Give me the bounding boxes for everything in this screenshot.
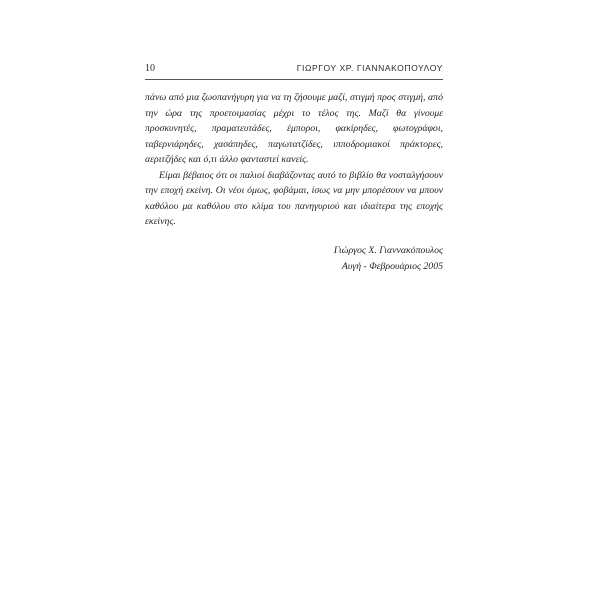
page-header [145, 63, 443, 77]
body-text [145, 90, 443, 230]
signature-place-date: Αυγή - Φεβρουάριος 2005 [341, 261, 443, 272]
signature-author: Γιώργος Χ. Γιαννακόπουλος [333, 245, 443, 256]
page-number: 10 [145, 63, 155, 74]
paragraph-1: πάνω από μια ζωοπανήγυρη για να τη ζήσουμε μαζί, στιγμή προς στιγμή, από την ώρα της προετοιμασίας μέχρι το τέλος της. Μαζί θα γίνουμε προσκυνητές, πραματευτάδες, έμποροι, φακίρηδες, φωτογράφοι, ταβερνιάρηδες, χασάπηδες, παγωτατζίδες, ιπποδρομιακοί πράκτορες, αεριτζήδες και ό,τι άλλο φανταστεί κανείς. [145, 92, 443, 165]
paragraph-2: Είμαι βέβαιος ότι οι παλιοί διαβάζοντας αυτό το βιβλίο θα νοσταλγήσουν την εποχή εκείνη. Οι νέοι όμως, φοβάμαι, ίσως να μην μπορέσουν να μπουν καθόλου μα καθόλου στο κλίμα του πανηγυριού και ιδιαίτερα της εποχής εκείνης. [145, 169, 443, 227]
header-rule [145, 79, 443, 80]
running-head: ΓΙΩΡΓΟΥ ΧΡ. ΓΙΑΝΝΑΚΟΠΟΥΛΟΥ [296, 63, 443, 73]
signature-block [334, 243, 443, 275]
